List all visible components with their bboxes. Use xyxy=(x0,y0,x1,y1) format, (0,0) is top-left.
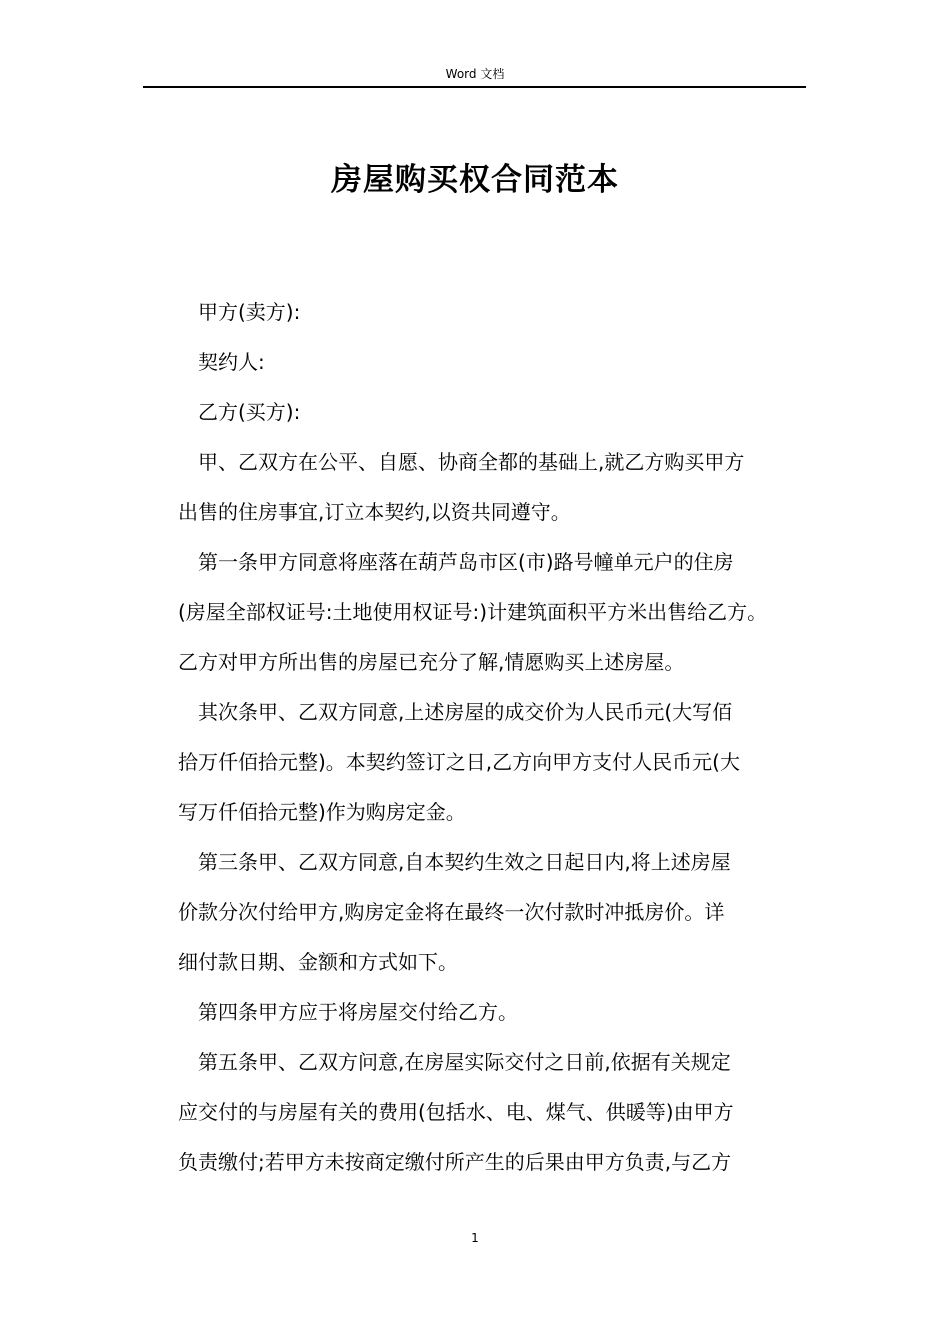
paragraph-line: 其次条甲、乙双方同意,上述房屋的成交价为人民币元(大写佰 xyxy=(198,700,733,724)
party-b-line: 乙方(买方): xyxy=(198,400,301,424)
document-title: 房屋购买权合同范本 xyxy=(331,162,619,198)
paragraph-line: 负责缴付;若甲方未按商定缴付所产生的后果由甲方负责,与乙方 xyxy=(178,1150,732,1174)
header-divider xyxy=(143,86,806,88)
page-header: Word 文档 xyxy=(445,67,505,81)
paragraph-line: 乙方对甲方所出售的房屋已充分了解,情愿购买上述房屋。 xyxy=(178,650,685,674)
document-body xyxy=(178,287,798,1187)
paragraph-line: 甲、乙双方在公平、自愿、协商全都的基础上,就乙方购买甲方 xyxy=(198,450,745,474)
paragraph-line: 细付款日期、金额和方式如下。 xyxy=(178,950,458,974)
paragraph-line: 拾万仟佰拾元整)。本契约签订之日,乙方向甲方支付人民币元(大 xyxy=(178,750,740,774)
paragraph-line: 第一条甲方同意将座落在葫芦岛市区(市)路号幢单元户的住房 xyxy=(198,550,734,574)
contractor-line: 契约人: xyxy=(198,350,265,374)
paragraph-line: 第四条甲方应于将房屋交付给乙方。 xyxy=(198,1000,518,1024)
paragraph-line: 应交付的与房屋有关的费用(包括水、电、煤气、供暖等)由甲方 xyxy=(178,1100,734,1124)
paragraph-line: 出售的住房事宜,订立本契约,以资共同遵守。 xyxy=(178,500,571,524)
paragraph-line: 第三条甲、乙双方同意,自本契约生效之日起日内,将上述房屋 xyxy=(198,850,731,874)
paragraph-line: 价款分次付给甲方,购房定金将在最终一次付款时冲抵房价。详 xyxy=(178,900,725,924)
paragraph-line: 第五条甲、乙双方问意,在房屋实际交付之日前,依据有关规定 xyxy=(198,1050,731,1074)
paragraph-line: 写万仟佰拾元整)作为购房定金。 xyxy=(178,800,466,824)
paragraph-line: (房屋全部权证号:土地使用权证号:)计建筑面积平方米出售给乙方。 xyxy=(178,600,768,624)
party-a-line: 甲方(卖方): xyxy=(198,300,301,324)
page-number: 1 xyxy=(471,1231,479,1245)
